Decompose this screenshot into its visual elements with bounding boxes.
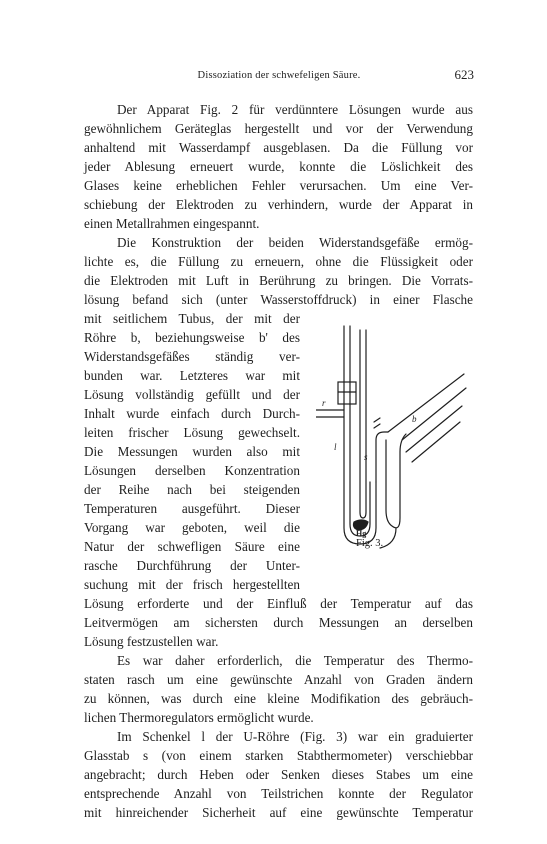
text-line: Die Messungen wurden also mit [84, 444, 300, 459]
text-line: lichen Thermoregulators ermöglicht wurde. [84, 710, 314, 725]
thermoregulator-figure [316, 322, 472, 560]
text-line: Glasstab s (von einem starken Stabthermometer) verschiebbar [84, 748, 473, 763]
text-line: Im Schenkel l der U-Röhre (Fig. 3) war ein graduierter [117, 729, 473, 744]
text-line: Lösungen derselben Konzentration [84, 463, 300, 478]
label-l: l [334, 442, 337, 452]
text-line: Der Apparat Fig. 2 für verdünntere Lösungen wurde aus [117, 102, 473, 117]
running-title: Dissoziation der schwefeligen Säure. [197, 70, 361, 81]
text-line: gewöhnlichem Geräteglas hergestellt und vor der Verwendung [84, 121, 473, 136]
text-line: mit seitlichem Tubus, der mit der [84, 311, 300, 326]
page-number: 623 [454, 67, 474, 82]
label-b: b [412, 414, 417, 424]
bulb [386, 434, 406, 528]
text-line: Glases keine erheblichen Fehler verursachen. Um eine Ver- [84, 178, 473, 193]
label-r: r [322, 398, 326, 408]
figure-caption: Fig. 3. [356, 538, 384, 549]
text-line: mit hinreichender Sicherheit auf eine gewünschte Temperatur [84, 805, 473, 820]
text-line: lichte es, die Füllung zu erneuern, ohne die Flüssigkeit oder [84, 254, 473, 269]
text-line: zu können, was durch eine kleine Modifikation des gebräuch- [84, 691, 473, 706]
text-line: einen Metallrahmen eingespannt. [84, 216, 260, 231]
text-line: Widerstandsgefäßes ständig ver- [84, 349, 300, 364]
text-line: der Reihe nach bei steigenden [84, 482, 300, 497]
text-line: staten rasch um eine gewünschte Anzahl von Graden ändern [84, 672, 473, 687]
label-s: s [364, 452, 368, 462]
text-line: anhaltend mit Wasserdampf ausgeblasen. Da die Füllung vor [84, 140, 473, 155]
text-line: angebracht; durch Heben oder Senken dieses Stabes um eine [84, 767, 473, 782]
text-line: leiten frischer Lösung gewechselt. [84, 425, 300, 440]
text-line: jeder Ablesung erneuert wurde, konnte die Löslichkeit des [84, 159, 473, 174]
text-line: Lösung erforderte und der Einfluß der Temperatur auf das [84, 596, 473, 611]
text-line: rasche Durchführung der Unter- [84, 558, 300, 573]
diagonal-tube-b [388, 374, 464, 432]
text-line: Leitvermögen am sichersten durch Messungen an derselben [84, 615, 473, 630]
text-line: lösung befand sich (unter Wasserstoffdruck) in einer Flasche [84, 292, 473, 307]
stopper-collar [338, 382, 356, 404]
text-line: Lösung festzustellen war. [84, 634, 219, 649]
label-hg: Hg [356, 529, 367, 538]
text-line: Es war daher erforderlich, die Temperatur des Thermo- [117, 653, 473, 668]
text-line: Die Konstruktion der beiden Widerstandsgefäße ermög- [117, 235, 473, 250]
text-line: schiebung der Elektroden zu verhindern, wurde der Apparat in [84, 197, 473, 212]
graduated-rod [360, 330, 366, 518]
text-line: Lösung vollständig gefüllt und der [84, 387, 300, 402]
page-header [84, 67, 474, 87]
text-line: entsprechende Anzahl von Teilstrichen konnte der Regulator [84, 786, 473, 801]
text-line: Temperaturen ausgeführt. Dieser [84, 501, 300, 516]
text-line: Röhre b, beziehungsweise b' des [84, 330, 300, 345]
text-line: suchung mit der frisch hergestellten [84, 577, 300, 592]
text-line: Natur der schwefligen Säure eine [84, 539, 300, 554]
text-line: Inhalt wurde einfach durch Durch- [84, 406, 300, 421]
text-line: die Elektroden mit Luft in Berührung zu bringen. Die Vorrats- [84, 273, 473, 288]
text-line: bunden war. Letzteres war mit [84, 368, 300, 383]
text-line: Vorgang war geboten, weil die [84, 520, 300, 535]
